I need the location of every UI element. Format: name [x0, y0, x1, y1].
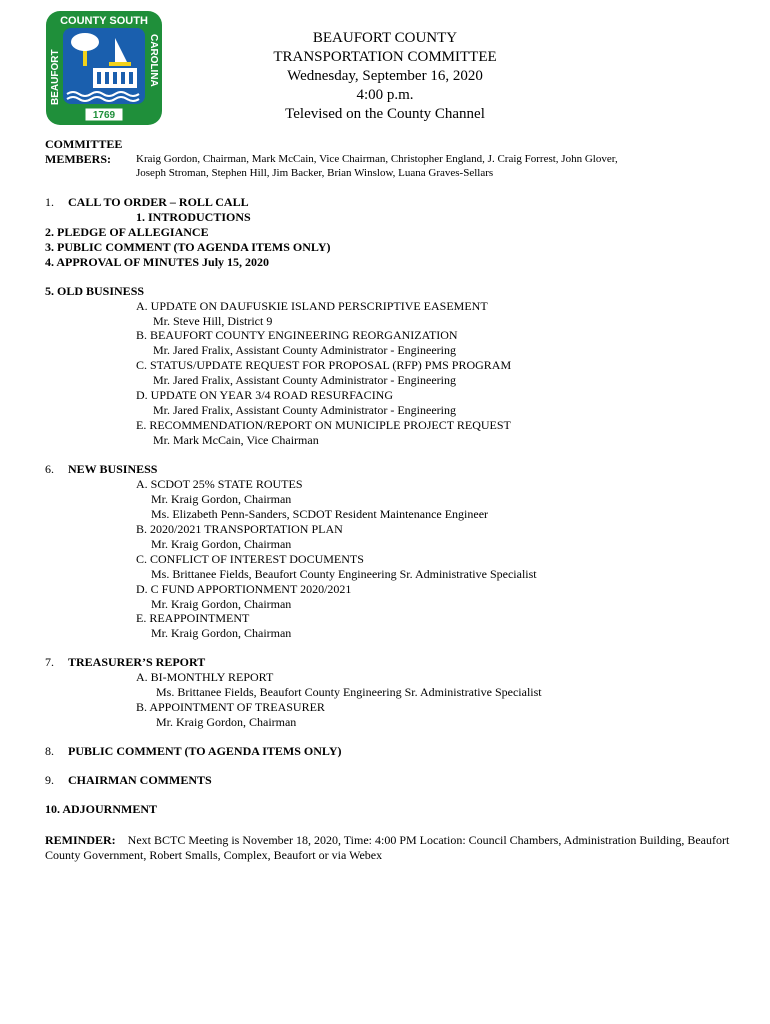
agenda-item-5e-presenter: Mr. Mark McCain, Vice Chairman: [153, 433, 319, 447]
members-list-line1: Kraig Gordon, Chairman, Mark McCain, Vice Chairman, Christopher England, J. Craig Forrest, John Glover,: [136, 153, 618, 165]
members-label-line1: COMMITTEE: [45, 137, 123, 151]
reminder-text: Next BCTC Meeting is November 18, 2020, Time: 4:00 PM Location: Council Chambers, Administration Building, Beaufort County Government, Robert Smalls, Complex, Beaufort or via Webex: [45, 833, 730, 862]
agenda-item-7: TREASURER’S REPORT: [68, 655, 206, 669]
agenda-item-6a: A. SCDOT 25% STATE ROUTES: [136, 477, 303, 491]
agenda-item-6-number: 6.: [45, 462, 54, 476]
reminder-label: REMINDER:: [45, 833, 116, 847]
meeting-time: 4:00 p.m.: [356, 87, 414, 103]
agenda-item-6a-presenter-1: Mr. Kraig Gordon, Chairman: [151, 492, 292, 506]
agenda-item-8: PUBLIC COMMENT (TO AGENDA ITEMS ONLY): [68, 744, 342, 758]
agenda-item-10: 10. ADJOURNMENT: [45, 802, 158, 816]
agenda-item-6e: E. REAPPOINTMENT: [136, 611, 250, 625]
members-label-line2: MEMBERS:: [45, 152, 111, 166]
meeting-header: [200, 29, 570, 124]
agenda-item-6d-presenter: Mr. Kraig Gordon, Chairman: [151, 597, 292, 611]
agenda-item-6a-presenter-2: Ms. Elizabeth Penn-Sanders, SCDOT Resident Maintenance Engineer: [151, 507, 489, 521]
agenda-item-5b: B. BEAUFORT COUNTY ENGINEERING REORGANIZATION: [136, 328, 458, 342]
agenda-item-1-number: 1.: [45, 195, 54, 209]
agenda-item-6: NEW BUSINESS: [68, 462, 158, 476]
agenda-item-1: CALL TO ORDER – ROLL CALL: [68, 195, 249, 209]
agenda-item-7b: B. APPOINTMENT OF TREASURER: [136, 700, 325, 714]
agenda-item-6e-presenter: Mr. Kraig Gordon, Chairman: [151, 626, 292, 640]
agenda-item-6d: D. C FUND APPORTIONMENT 2020/2021: [136, 582, 352, 596]
agenda-item-7-number: 7.: [45, 655, 54, 669]
agenda-item-6b-presenter: Mr. Kraig Gordon, Chairman: [151, 537, 292, 551]
agenda-item-6c: C. CONFLICT OF INTEREST DOCUMENTS: [136, 552, 364, 566]
agenda-item-7a: A. BI-MONTHLY REPORT: [136, 670, 274, 684]
agenda-item-5d: D. UPDATE ON YEAR 3/4 ROAD RESURFACING: [136, 388, 394, 402]
reminder-note: [45, 833, 735, 863]
agenda-item-8-number: 8.: [45, 744, 54, 758]
agenda-item-5c: C. STATUS/UPDATE REQUEST FOR PROPOSAL (RFP) PMS PROGRAM: [136, 358, 512, 372]
agenda-item-3: 3. PUBLIC COMMENT (TO AGENDA ITEMS ONLY): [45, 240, 331, 254]
agenda-item-5c-presenter: Mr. Jared Fralix, Assistant County Administrator - Engineering: [153, 373, 456, 387]
agenda-item-7a-presenter: Ms. Brittanee Fields, Beaufort County Engineering Sr. Administrative Specialist: [156, 685, 542, 699]
members-list-line2: Joseph Stroman, Stephen Hill, Jim Backer, Brian Winslow, Luana Graves-Sellars: [136, 167, 494, 179]
agenda-item-9-number: 9.: [45, 773, 54, 787]
agenda-item-5: 5. OLD BUSINESS: [45, 284, 145, 298]
agenda-item-1-sub: 1. INTRODUCTIONS: [136, 210, 251, 224]
committee-name: TRANSPORTATION COMMITTEE: [273, 49, 497, 65]
agenda-item-2: 2. PLEDGE OF ALLEGIANCE: [45, 225, 209, 239]
seal-top-text: COUNTY SOUTH: [60, 15, 148, 27]
broadcast-note: Televised on the County Channel: [285, 106, 485, 122]
agenda-item-7b-presenter: Mr. Kraig Gordon, Chairman: [156, 715, 297, 729]
agenda-item-5e: E. RECOMMENDATION/REPORT ON MUNICIPLE PROJECT REQUEST: [136, 418, 511, 432]
seal-year: 1769: [92, 110, 116, 121]
agenda-item-5d-presenter: Mr. Jared Fralix, Assistant County Administrator - Engineering: [153, 403, 456, 417]
agenda-item-5a: A. UPDATE ON DAUFUSKIE ISLAND PERSCRIPTIVE EASEMENT: [136, 299, 488, 313]
county-name: BEAUFORT COUNTY: [312, 30, 458, 46]
agenda-item-5b-presenter: Mr. Jared Fralix, Assistant County Administrator - Engineering: [153, 343, 456, 357]
agenda-item-9: CHAIRMAN COMMENTS: [68, 773, 212, 787]
agenda-item-4: 4. APPROVAL OF MINUTES July 15, 2020: [45, 255, 270, 269]
seal-left-text: BEAUFORT: [50, 49, 61, 105]
agenda-item-6b: B. 2020/2021 TRANSPORTATION PLAN: [136, 522, 343, 536]
meeting-date: Wednesday, September 16, 2020: [287, 68, 483, 84]
agenda-item-6c-presenter: Ms. Brittanee Fields, Beaufort County Engineering Sr. Administrative Specialist: [151, 567, 537, 581]
agenda-item-5a-presenter: Mr. Steve Hill, District 9: [153, 314, 273, 328]
seal-right-text: CAROLINA: [148, 34, 159, 87]
county-seal-logo: [45, 10, 163, 126]
